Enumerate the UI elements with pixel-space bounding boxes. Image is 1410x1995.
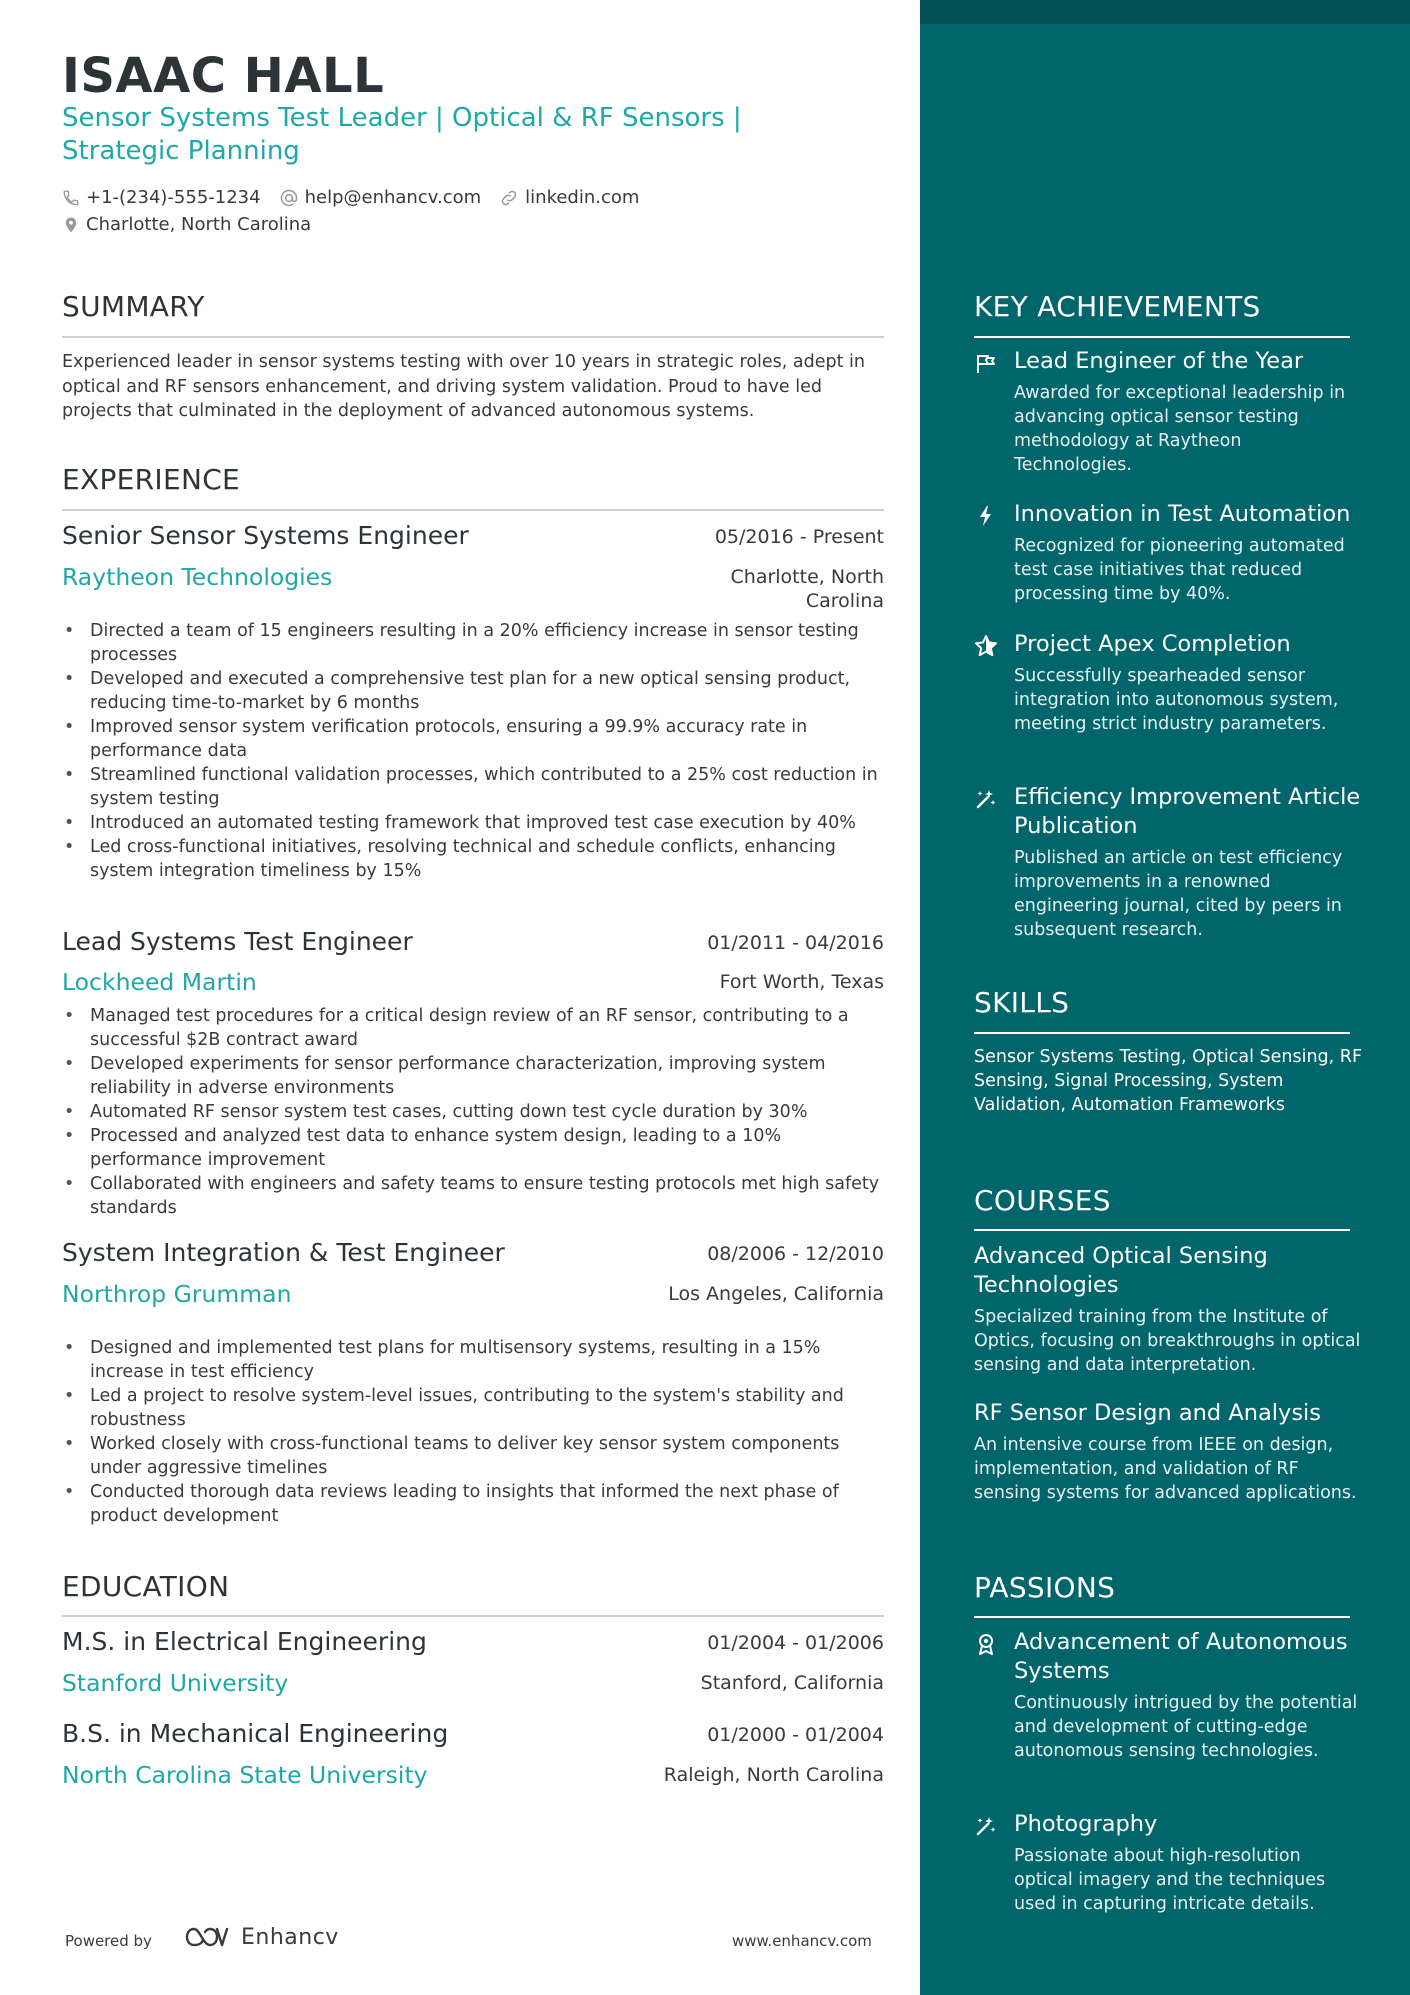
sidebar-column (920, 0, 1410, 1995)
bullet-item: • Improved sensor system verification protocols, ensuring a 99.9% accuracy rate in performance data (62, 715, 884, 763)
bullet-item: • Introduced an automated testing framework that improved test case execution by 40% (62, 811, 884, 835)
passion-description: Passionate about high-resolution optical imagery and the techniques used in capturing intricate details. (1014, 1846, 1326, 1914)
bullet-item: • Led a project to resolve system-level issues, contributing to the system's stability and robustness (62, 1384, 884, 1432)
bullet-item: • Designed and implemented test plans for multisensory systems, resulting in a 15% increase in test efficiency (62, 1336, 884, 1384)
achievement-item (974, 783, 1364, 942)
headline: Sensor Systems Test Leader | Optical & RF Sensors | Strategic Planning (62, 103, 742, 166)
email-contact[interactable] (279, 187, 482, 208)
bullet-item: • Developed experiments for sensor performance characterization, improving system reliability in adverse environments (62, 1052, 884, 1100)
contact-info (62, 184, 862, 238)
courses-heading: COURSES (974, 1184, 1111, 1217)
wand-icon (974, 1814, 998, 1838)
achievement-title: Project Apex Completion (1014, 631, 1291, 657)
skills-divider (974, 1032, 1350, 1034)
passion-item (974, 1628, 1364, 1763)
achievement-item (974, 347, 1364, 477)
education-divider (62, 1615, 884, 1617)
skills-heading: SKILLS (974, 986, 1070, 1019)
linkedin-text: linkedin.com (525, 187, 640, 208)
at-icon (279, 188, 299, 208)
flag-icon (974, 351, 998, 375)
passions-divider (974, 1616, 1350, 1618)
bolt-icon (974, 504, 998, 528)
education-dates: 01/2004 - 01/2006 (707, 1632, 884, 1654)
achievement-item (974, 630, 1364, 736)
course-description: Specialized training from the Institute of Optics, focusing on breakthroughs in optical sensing and data interpretation. (974, 1307, 1361, 1375)
degree-title: B.S. in Mechanical Engineering (62, 1719, 449, 1748)
footer-url[interactable]: www.enhancv.com (732, 1932, 872, 1950)
passions-heading: PASSIONS (974, 1571, 1116, 1604)
location-contact (62, 214, 311, 235)
bullet-item: • Led cross-functional initiatives, resolving technical and schedule conflicts, enhancing system integration timeliness by 15% (62, 835, 884, 883)
achievement-item (974, 500, 1364, 606)
location-pin-icon (62, 215, 80, 235)
job-title: System Integration & Test Engineer (62, 1238, 505, 1267)
phone-icon (62, 189, 80, 207)
summary-divider (62, 336, 884, 338)
achievement-description: Successfully spearheaded sensor integration into autonomous system, meeting strict industry parameters. (1014, 666, 1339, 734)
job-location: Fort Worth, Texas (719, 971, 884, 993)
job-dates: 08/2006 - 12/2010 (707, 1243, 884, 1265)
bullet-item: • Automated RF sensor system test cases, cutting down test cycle duration by 30% (62, 1100, 884, 1124)
achievement-title: Efficiency Improvement Article Publication (1014, 784, 1361, 839)
sidebar-top-bar (920, 0, 1410, 24)
award-icon (974, 1632, 998, 1656)
star-icon (974, 634, 998, 658)
achievement-description: Awarded for exceptional leadership in advancing optical sensor testing methodology at Raytheon Technologies. (1014, 383, 1346, 475)
bullet-item: • Streamlined functional validation processes, which contributed to a 25% cost reduction in system testing (62, 763, 884, 811)
bullet-item: • Directed a team of 15 engineers resulting in a 20% efficiency increase in sensor testing processes (62, 619, 884, 667)
passion-item (974, 1810, 1364, 1916)
achievements-divider (974, 336, 1350, 338)
education-heading: EDUCATION (62, 1570, 230, 1603)
passion-description: Continuously intrigued by the potential and development of cutting-edge autonomous sensing technologies. (1014, 1693, 1358, 1761)
enhancv-brand-text: Enhancv (241, 1924, 339, 1950)
job-bullets (62, 1004, 884, 1220)
job-bullets (62, 619, 884, 883)
summary-text: Experienced leader in sensor systems testing with over 10 years in strategic roles, adept in optical and RF sensors enhancement, and driving system validation. Proud to have led projects that culminated in the deployment of advanced autonomous systems. (62, 352, 866, 421)
education-location: Raleigh, North Carolina (663, 1764, 884, 1786)
course-description: An intensive course from IEEE on design, implementation, and validation of RF sensing systems for advanced applications. (974, 1435, 1357, 1503)
wand-icon (974, 787, 998, 811)
education-dates: 01/2000 - 01/2004 (707, 1724, 884, 1746)
company-name: Lockheed Martin (62, 968, 257, 996)
bullet-item: • Processed and analyzed test data to enhance system design, leading to a 10% performance improvement (62, 1124, 884, 1172)
job-bullets (62, 1336, 884, 1528)
enhancv-logo-icon (183, 1924, 231, 1950)
course-item (974, 1242, 1364, 1377)
phone-text: +1-(234)-555-1234 (86, 187, 261, 208)
school-name: Stanford University (62, 1669, 289, 1697)
location-text: Charlotte, North Carolina (86, 214, 312, 235)
job-location: Los Angeles, California (668, 1283, 884, 1305)
experience-divider (62, 509, 884, 511)
passion-title: Advancement of Autonomous Systems (1014, 1629, 1348, 1684)
bullet-item: • Conducted thorough data reviews leading to insights that informed the next phase of product development (62, 1480, 884, 1528)
job-location: Charlotte, North Carolina (730, 566, 884, 612)
email-text: help@enhancv.com (304, 187, 482, 208)
passion-title: Photography (1014, 1811, 1158, 1837)
linkedin-contact[interactable] (499, 187, 639, 208)
course-title: RF Sensor Design and Analysis (974, 1400, 1322, 1426)
bullet-item: • Worked closely with cross-functional teams to deliver key sensor system components under aggressive timelines (62, 1432, 884, 1480)
achievement-description: Published an article on test efficiency improvements in a renowned engineering journal, cited by peers in subsequent research. (1014, 848, 1343, 940)
achievement-description: Recognized for pioneering automated test case initiatives that reduced processing time by 40%. (1014, 536, 1345, 604)
link-icon (499, 188, 519, 208)
achievements-heading: KEY ACHIEVEMENTS (974, 290, 1261, 323)
education-location: Stanford, California (700, 1672, 884, 1694)
enhancv-logo[interactable] (183, 1924, 339, 1950)
powered-by-label: Powered by (65, 1932, 152, 1950)
job-title: Lead Systems Test Engineer (62, 927, 413, 956)
company-name: Raytheon Technologies (62, 563, 333, 591)
courses-divider (974, 1229, 1350, 1231)
experience-heading: EXPERIENCE (62, 463, 241, 496)
bullet-item: • Managed test procedures for a critical design review of an RF sensor, contributing to a successful $2B contract award (62, 1004, 884, 1052)
bullet-item: • Collaborated with engineers and safety teams to ensure testing protocols met high safety standards (62, 1172, 884, 1220)
job-dates: 05/2016 - Present (714, 526, 884, 548)
achievement-title: Innovation in Test Automation (1014, 501, 1351, 527)
achievement-title: Lead Engineer of the Year (1014, 348, 1304, 374)
bullet-item: • Developed and executed a comprehensive test plan for a new optical sensing product, reducing time-to-market by 6 months (62, 667, 884, 715)
company-name: Northrop Grumman (62, 1280, 292, 1308)
summary-heading: SUMMARY (62, 290, 205, 323)
skills-list: Sensor Systems Testing, Optical Sensing, RF Sensing, Signal Processing, System Validation, Automation Frameworks (974, 1047, 1363, 1115)
school-name: North Carolina State University (62, 1761, 428, 1789)
job-title: Senior Sensor Systems Engineer (62, 521, 469, 550)
course-title: Advanced Optical Sensing Technologies (974, 1243, 1268, 1298)
job-dates: 01/2011 - 04/2016 (707, 932, 884, 954)
course-item (974, 1399, 1364, 1505)
candidate-name: ISAAC HALL (62, 48, 385, 104)
phone-contact[interactable] (62, 187, 261, 208)
degree-title: M.S. in Electrical Engineering (62, 1627, 427, 1656)
